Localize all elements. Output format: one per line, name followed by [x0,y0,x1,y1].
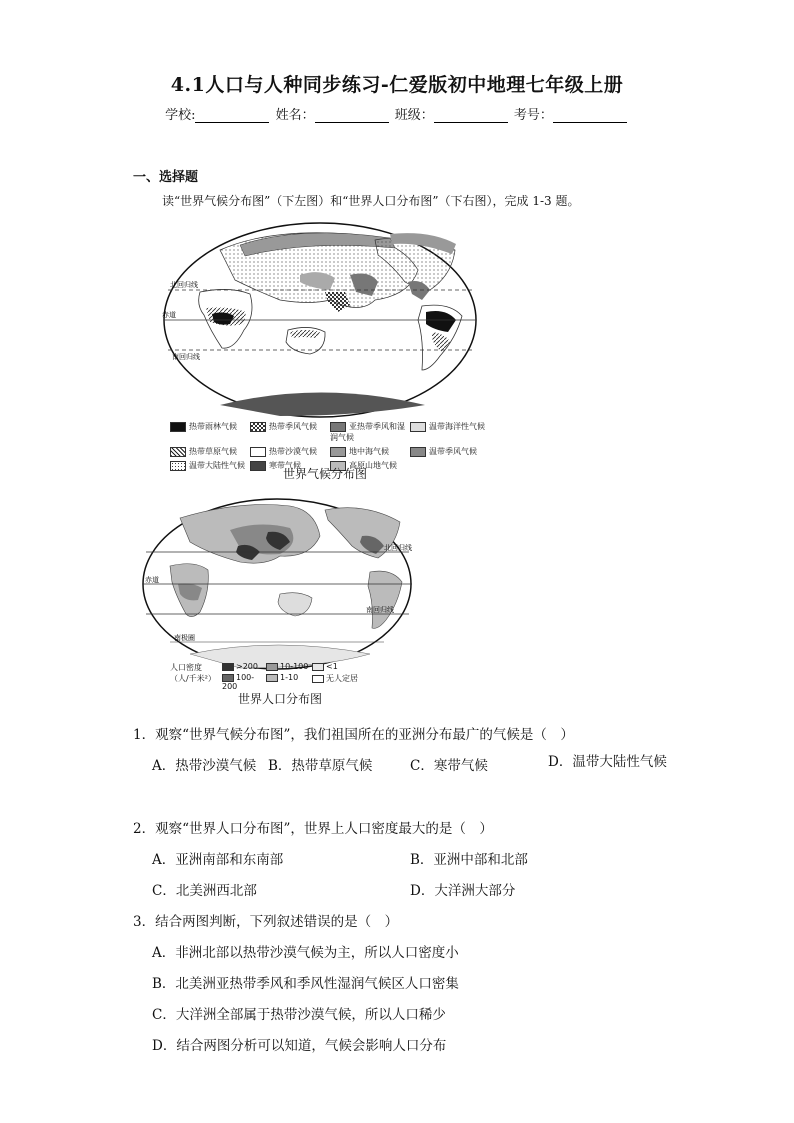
q2-option-b[interactable]: B．亚洲中部和北部 [410,852,528,868]
climate-legend-swatch [330,447,346,457]
population-legend-swatch [312,663,324,671]
population-legend-label: <1 [326,662,338,671]
climate-legend-item [410,421,500,443]
climate-map-caption: 世界气候分布图 [282,467,367,481]
climate-legend-swatch [250,422,266,432]
climate-legend [170,421,500,471]
climate-legend-label: 地中海气候 [349,447,389,456]
name-label: 姓名： [275,108,315,123]
south-tropic-label: 南回归线 [172,353,200,361]
q1-option-c[interactable]: C．寒带气候 [410,758,488,774]
antarctic-circle-label: 南极圈 [174,634,195,642]
climate-legend-label: 热带季风气候 [269,422,317,431]
climate-legend-swatch [410,422,426,432]
q2-option-a[interactable]: A．亚洲南部和东南部 [152,852,284,868]
climate-legend-item [330,421,410,443]
population-legend-label: >200 [236,662,258,671]
page-title: 4.1人口与人种同步练习-仁爱版初中地理七年级上册 [170,74,624,96]
population-legend-item [222,662,266,671]
climate-legend-label: 亚热带季风和湿润气候 [330,422,405,442]
question-2-stem: 2．观察“世界人口分布图”，世界上人口密度最大的是（ ） [133,821,493,837]
climate-legend-label: 高原山地气候 [349,461,397,470]
population-legend-item [312,673,358,691]
q3-option-b[interactable]: B．北美洲亚热带季风和季风性湿润气候区人口密集 [152,976,459,992]
population-legend-item [266,673,312,691]
climate-legend-label: 热带雨林气候 [189,422,237,431]
climate-legend-swatch [170,422,186,432]
question-1-stem: 1．观察“世界气候分布图”，我们祖国所在的亚洲分布最广的气候是（ ） [133,727,574,743]
pop-north-tropic-label: 北回归线 [384,544,412,552]
north-tropic-label: 北回归线 [170,281,198,289]
climate-legend-item [410,446,500,457]
population-legend-item [312,662,358,671]
climate-legend-swatch [250,447,266,457]
number-field[interactable] [553,108,627,123]
population-legend-label: 100-200 [222,673,255,691]
climate-legend-item [330,446,410,457]
section-title: 一、选择题 [133,170,199,185]
intro-text: 读“世界气候分布图”（下左图）和“世界人口分布图”（下右图），完成 1-3 题。 [162,194,580,208]
population-legend-label: 1-10 [280,673,299,682]
climate-legend-item [170,446,250,457]
climate-legend-label: 温带海洋性气候 [429,422,485,431]
climate-legend-swatch [410,447,426,457]
population-map [140,496,415,676]
climate-legend-label: 热带草原气候 [189,447,237,456]
population-legend-swatch [266,663,278,671]
climate-legend-item [250,446,330,457]
class-field[interactable] [434,108,508,123]
population-legend-swatch [266,674,278,682]
q2-option-d[interactable]: D．大洋洲大部分 [410,883,516,899]
population-legend-title: 人口密度 [170,663,202,672]
equator-label: 赤道 [162,311,176,319]
class-label: 班级： [394,108,434,123]
school-label: 学校: [165,108,196,123]
climate-legend-label: 寒带气候 [269,461,301,470]
population-map-caption: 世界人口分布图 [237,692,322,706]
q3-option-c[interactable]: C．大洋洲全部属于热带沙漠气候，所以人口稀少 [152,1007,446,1023]
climate-legend-item [250,421,330,443]
q3-option-a[interactable]: A．非洲北部以热带沙漠气候为主，所以人口密度小 [152,945,459,961]
population-legend-swatch [312,675,324,683]
q1-option-d[interactable]: D．温带大陆性气候 [548,754,667,770]
population-legend-item [222,673,266,691]
climate-legend-swatch [170,461,186,471]
population-legend-label: 无人定居 [326,674,358,683]
population-legend-item [266,662,312,671]
climate-map [160,220,480,420]
climate-legend-swatch [170,447,186,457]
pop-south-tropic-label: 南回归线 [366,606,394,614]
q2-option-c[interactable]: C．北美洲西北部 [152,883,257,899]
number-label: 考号： [513,108,553,123]
climate-legend-item [170,421,250,443]
question-3-stem: 3．结合两图判断，下列叙述错误的是（ ） [133,914,399,930]
q1-option-a[interactable]: A．热带沙漠气候 [152,758,257,774]
student-info-line [0,104,794,123]
climate-legend-label: 温带大陆性气候 [189,461,245,470]
population-legend-swatch [222,663,234,671]
pop-equator-label: 赤道 [145,576,159,584]
school-field[interactable] [195,108,269,123]
q3-option-d[interactable]: D．结合两图分析可以知道，气候会影响人口分布 [152,1038,447,1054]
population-legend-swatch [222,674,234,682]
climate-legend-item [170,460,250,471]
population-legend [170,662,390,691]
population-legend-unit: （人/千米²） [170,674,216,683]
climate-legend-label: 热带沙漠气候 [269,447,317,456]
q1-option-b[interactable]: B．热带草原气候 [268,758,373,774]
name-field[interactable] [315,108,389,123]
population-legend-label: 10-100 [280,662,309,671]
climate-legend-swatch [330,422,346,432]
climate-legend-label: 温带季风气候 [429,447,477,456]
